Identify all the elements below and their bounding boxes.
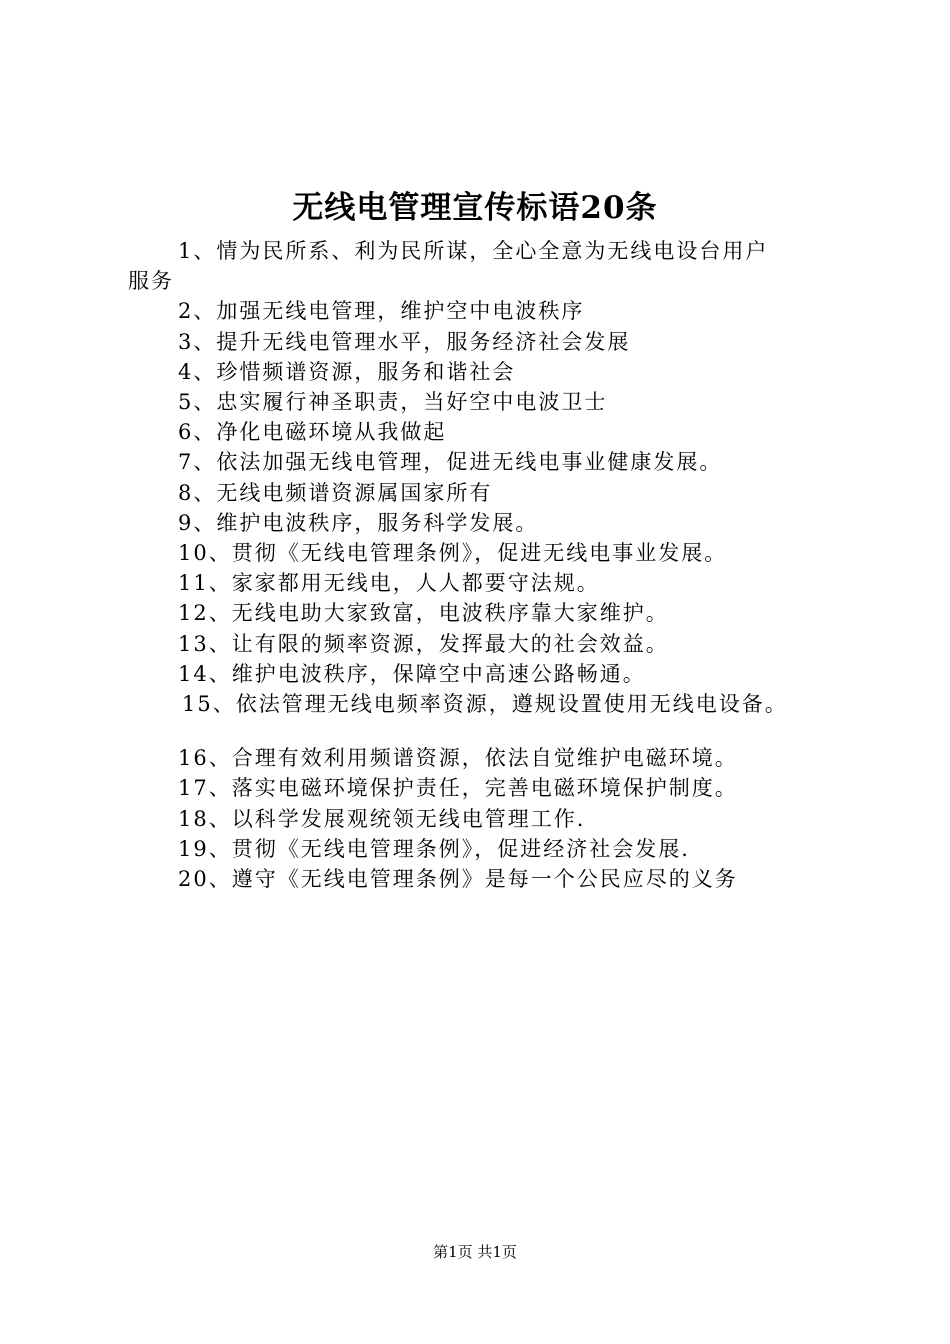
list-item-line2: 服务	[128, 269, 174, 294]
list-item: 10、贯彻《无线电管理条例》，促进无线电事业发展。	[178, 541, 728, 566]
page-footer: 第1页 共1页	[433, 1243, 517, 1261]
list-item: 4、珍惜频谱资源，服务和谐社会	[178, 359, 516, 384]
list-item: 11、家家都用无线电，人人都要守法规。	[178, 571, 600, 596]
list-item: 16、合理有效利用频谱资源，依法自觉维护电磁环境。	[178, 746, 738, 771]
list-item: 14、维护电波秩序，保障空中高速公路畅通。	[178, 661, 646, 686]
list-item-line1: 1、情为民所系、利为民所谋，全心全意为无线电设台用户	[178, 239, 769, 263]
list-item: 18、以科学发展观统领无线电管理工作.	[178, 806, 586, 831]
list-item: 2、加强无线电管理，维护空中电波秩序	[178, 299, 585, 324]
list-item	[0, 236, 868, 296]
list-item: 6、净化电磁环境从我做起	[178, 420, 447, 445]
list-item: 12、无线电助大家致富，电波秩序靠大家维护。	[178, 601, 669, 626]
list-item: 15、依法管理无线电频率资源，遵规设置使用无线电设备。	[182, 692, 788, 717]
list-item: 17、落实电磁环境保护责任，完善电磁环境保护制度。	[178, 776, 738, 801]
list-item: 19、贯彻《无线电管理条例》，促进经济社会发展.	[178, 836, 690, 861]
list-item: 3、提升无线电管理水平，服务经济社会发展	[178, 329, 631, 354]
list-item: 8、无线电频谱资源属国家所有	[178, 480, 493, 505]
list-item: 9、维护电波秩序，服务科学发展。	[178, 510, 539, 535]
list-item: 7、依法加强无线电管理，促进无线电事业健康发展。	[178, 450, 723, 475]
list-item: 13、让有限的频率资源，发挥最大的社会效益。	[178, 631, 669, 656]
slogan-list	[0, 236, 950, 894]
document-title: 无线电管理宣传标语20条	[292, 190, 658, 226]
list-item: 20、遵守《无线电管理条例》是每一个公民应尽的义务	[178, 867, 738, 892]
list-item: 5、忠实履行神圣职责，当好空中电波卫士	[178, 390, 608, 415]
